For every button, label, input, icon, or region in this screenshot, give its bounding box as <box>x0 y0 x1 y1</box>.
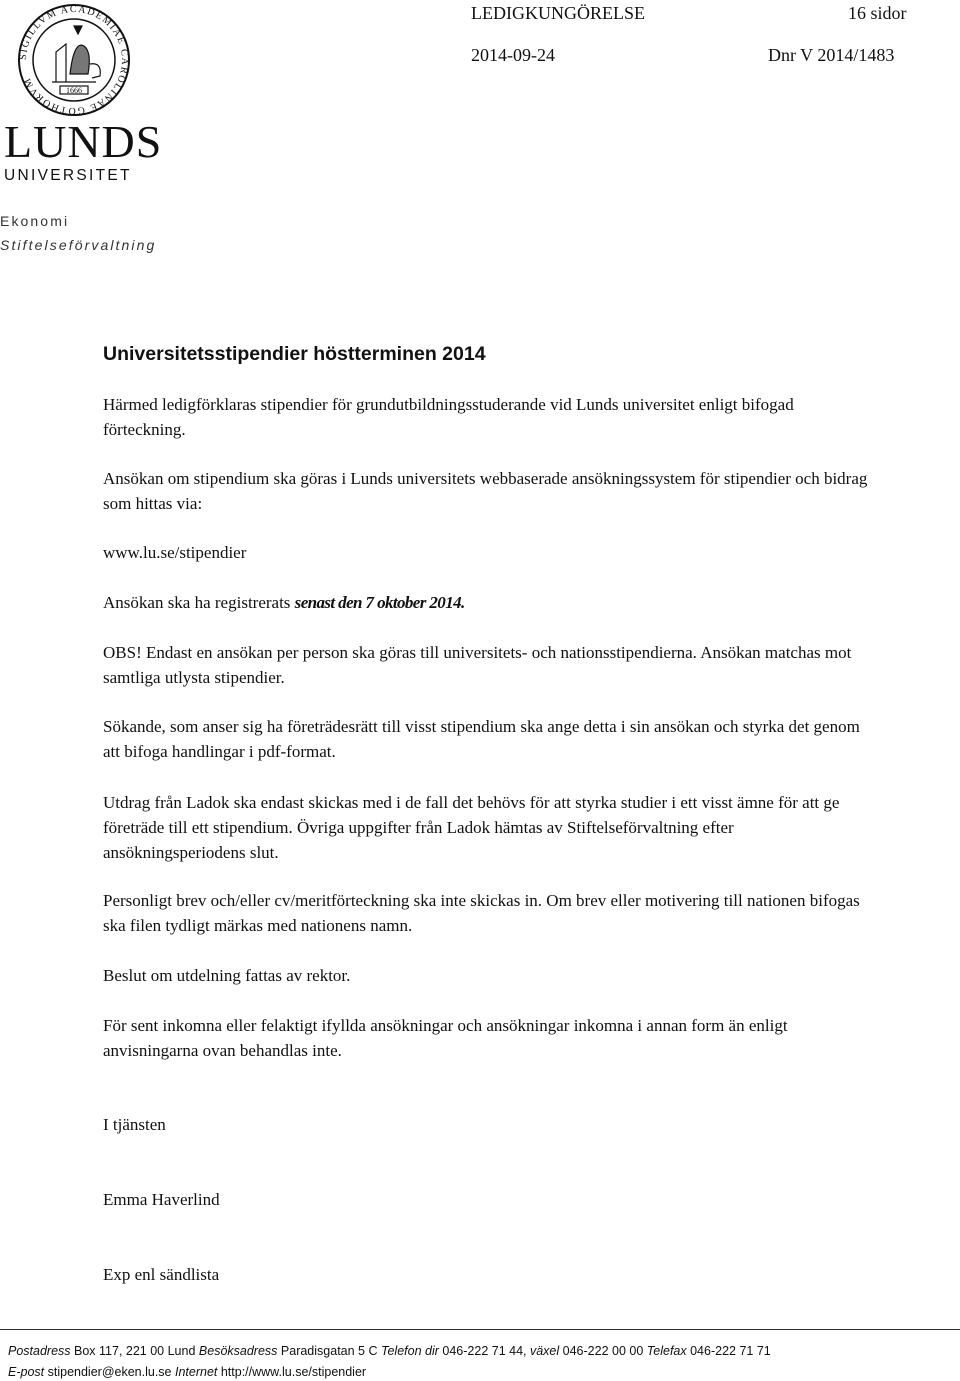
paragraph-late-applications: För sent inkomna eller felaktigt ifyllda ansökningar och ansökningar inkomna i annan form än enligt anvisningarna ovan behandlas inte. <box>103 1016 788 1060</box>
seal-text: SIGILLVM ACADEMIAE CAROLINAE GOTHORVM <box>17 4 131 116</box>
paragraph-priority: Sökande, som anser sig ha företrädesrätt till visst stipendium ska ange detta i sin ansökan och styrka det genom att bifoga handlingar i pdf-format. <box>103 717 860 761</box>
document-date: 2014-09-24 <box>471 45 555 65</box>
footer-divider <box>0 1329 960 1330</box>
postal-label: Postadress <box>8 1344 71 1358</box>
visit-label: Besöksadress <box>198 1344 278 1358</box>
postal-address: Box 117, 221 00 Lund <box>74 1344 196 1358</box>
page-count: 16 sidor <box>848 3 907 23</box>
footer-line-2 <box>8 1365 366 1379</box>
distribution-note: Exp enl sändlista <box>103 1265 220 1284</box>
registration-number: Dnr V 2014/1483 <box>768 45 895 65</box>
phone-label: Telefon dir <box>380 1344 439 1358</box>
deadline-prefix: Ansökan ska ha registrerats <box>103 593 295 612</box>
paragraph-personal-letter: Personligt brev och/eller cv/meritförteckning ska inte skickas in. Om brev eller motivering till nationen bifogas ska filen tydligt märkas med nationens namn. <box>103 891 860 935</box>
document-type: LEDIGKUNGÖRELSE <box>471 3 645 23</box>
web-address[interactable]: http://www.lu.se/stipendier <box>220 1365 367 1379</box>
paragraph-intro: Härmed ledigförklaras stipendier för grundutbildningsstuderande vid Lunds universitet enligt bifogad förteckning. <box>103 395 794 439</box>
wordmark-universitet: UNIVERSITET <box>4 167 132 184</box>
department-name: Ekonomi <box>0 213 70 229</box>
web-label: Internet <box>174 1365 218 1379</box>
document-title: Universitetsstipendier höstterminen 2014 <box>103 343 486 365</box>
paragraph-deadline <box>103 590 873 615</box>
switchboard-label: växel <box>529 1344 560 1358</box>
wordmark <box>4 116 163 185</box>
switchboard-number: 046-222 00 00 <box>562 1344 644 1358</box>
paragraph-obs: OBS! Endast en ansökan per person ska göras till universitets- och nationsstipendierna. Ansökan matchas mot samtliga utlysta stipendier. <box>103 643 852 687</box>
application-url[interactable]: www.lu.se/stipendier <box>103 543 247 562</box>
fax-number: 046-222 71 71 <box>690 1344 771 1358</box>
wordmark-lunds: LUNDS <box>4 116 163 167</box>
deadline-date: senast den 7 oktober 2014. <box>294 593 465 612</box>
phone-number: 046-222 71 44, <box>442 1344 527 1358</box>
footer-line-1 <box>8 1344 771 1358</box>
signer-name: Emma Haverlind <box>103 1190 220 1209</box>
visit-address: Paradisgatan 5 C <box>280 1344 378 1358</box>
closing-phrase: I tjänsten <box>103 1115 166 1134</box>
division-name: Stiftelseförvaltning <box>0 237 157 253</box>
lunds-universitet-logo <box>4 4 163 184</box>
paragraph-application-system: Ansökan om stipendium ska göras i Lunds universitets webbaserade ansökningssystem för stipendier och bidrag som hittas via: <box>103 469 868 513</box>
seal-year: 1666 <box>66 86 82 95</box>
paragraph-ladok: Utdrag från Ladok ska endast skickas med i de fall det behövs för att styrka studier i ett visst ämne för att ge företräde till ett stipendium. Övriga uppgifter från Ladok hämtas av Stiftelseförvaltning efter ansökningsperiodens slut. <box>103 793 840 862</box>
email-label: E-post <box>8 1365 45 1379</box>
university-seal-icon <box>12 4 136 116</box>
email-address[interactable]: stipendier@eken.lu.se <box>47 1365 172 1379</box>
paragraph-decision: Beslut om utdelning fattas av rektor. <box>103 966 351 985</box>
fax-label: Telefax <box>646 1344 687 1358</box>
